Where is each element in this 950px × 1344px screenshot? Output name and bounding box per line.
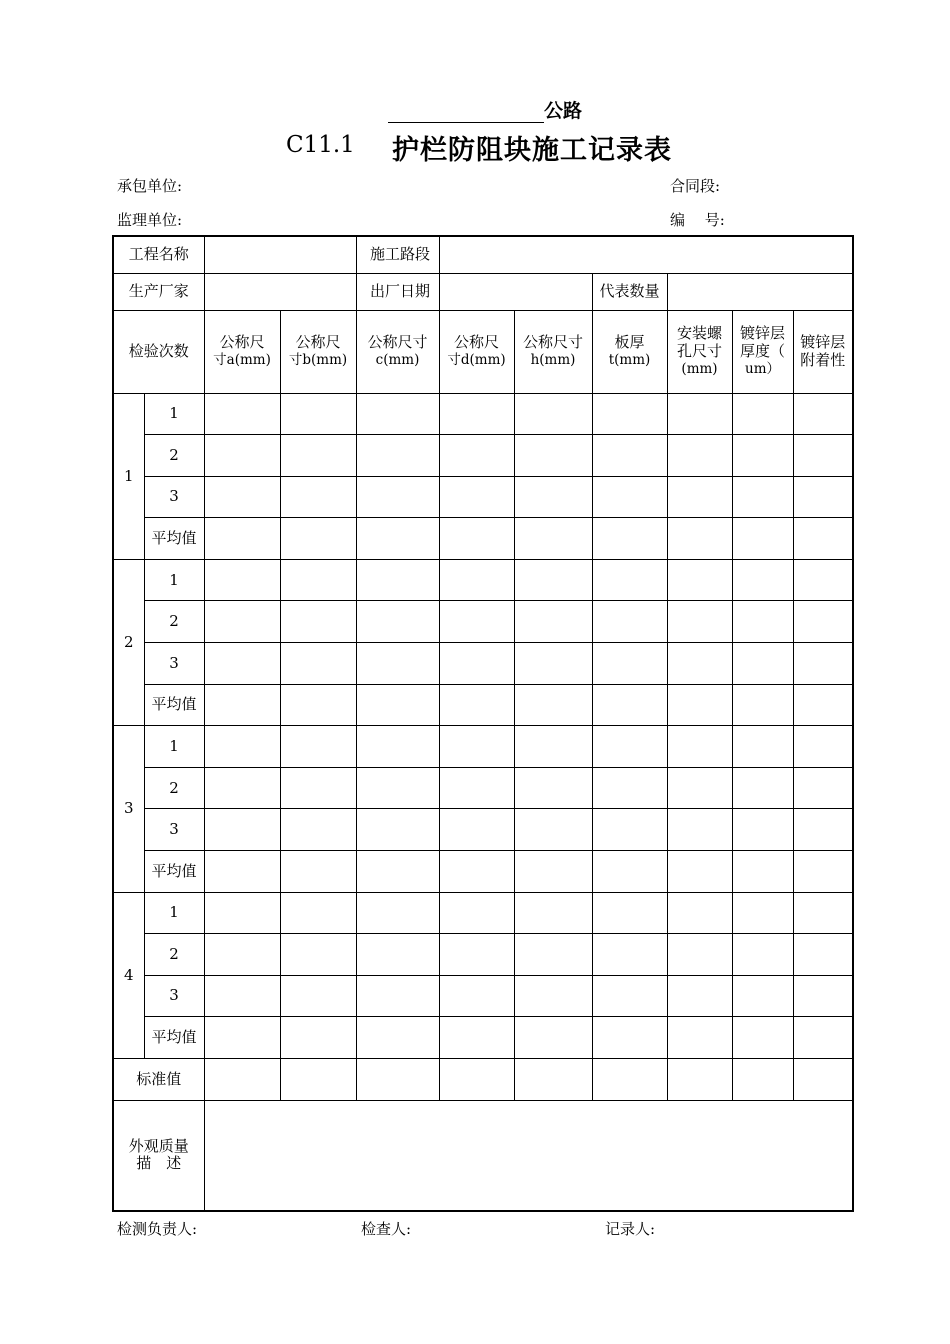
- group-label: 1: [113, 393, 144, 559]
- cell[interactable]: [667, 975, 732, 1017]
- cell[interactable]: [667, 435, 732, 477]
- cell[interactable]: [667, 809, 732, 851]
- inspection-lead-label: 检测负责人:: [117, 1220, 198, 1238]
- cell[interactable]: [280, 809, 356, 851]
- row-label: 3: [144, 643, 204, 685]
- cell[interactable]: [732, 559, 793, 601]
- cell[interactable]: [732, 643, 793, 685]
- cell[interactable]: [204, 767, 280, 809]
- page-title: 护栏防阻块施工记录表: [392, 135, 672, 166]
- cell[interactable]: [667, 726, 732, 768]
- group-label: 3: [113, 726, 144, 892]
- row-label: 2: [144, 934, 204, 976]
- cell[interactable]: [439, 393, 514, 435]
- cell[interactable]: [204, 726, 280, 768]
- cell[interactable]: [514, 559, 592, 601]
- group-label: 2: [113, 559, 144, 725]
- cell[interactable]: [439, 1059, 514, 1101]
- cell[interactable]: [514, 435, 592, 477]
- cell[interactable]: [514, 684, 592, 726]
- appearance-label: 外观质量 描 述: [113, 1101, 204, 1211]
- cell[interactable]: [514, 809, 592, 851]
- recorder-label: 记录人:: [605, 1220, 656, 1238]
- cell[interactable]: [280, 892, 356, 934]
- cell[interactable]: [667, 892, 732, 934]
- cell[interactable]: [732, 684, 793, 726]
- cell[interactable]: [514, 892, 592, 934]
- form-code: C11.1: [286, 132, 355, 158]
- cell[interactable]: [793, 518, 853, 560]
- cell[interactable]: [514, 1059, 592, 1101]
- cell[interactable]: [592, 892, 667, 934]
- cell[interactable]: [280, 851, 356, 893]
- cell[interactable]: [204, 809, 280, 851]
- cell[interactable]: [732, 726, 793, 768]
- row-label: 3: [144, 809, 204, 851]
- cell[interactable]: [204, 476, 280, 518]
- cell[interactable]: [356, 1059, 439, 1101]
- cell[interactable]: [592, 1017, 667, 1059]
- cell[interactable]: [514, 393, 592, 435]
- cell[interactable]: [592, 643, 667, 685]
- cell[interactable]: [592, 934, 667, 976]
- row-label: 2: [144, 435, 204, 477]
- project-name-field[interactable]: [204, 236, 356, 273]
- cell[interactable]: [514, 518, 592, 560]
- cell[interactable]: [592, 809, 667, 851]
- cell[interactable]: [592, 559, 667, 601]
- cell[interactable]: [204, 892, 280, 934]
- cell[interactable]: [356, 1017, 439, 1059]
- cell[interactable]: [667, 934, 732, 976]
- cell[interactable]: [732, 975, 793, 1017]
- row-label: 1: [144, 559, 204, 601]
- cell[interactable]: [280, 934, 356, 976]
- cell[interactable]: [793, 851, 853, 893]
- cell[interactable]: [356, 809, 439, 851]
- row-label: 平均值: [144, 518, 204, 560]
- cell[interactable]: [667, 476, 732, 518]
- cell[interactable]: [204, 851, 280, 893]
- cell[interactable]: [439, 601, 514, 643]
- project-name-label: 工程名称: [113, 236, 204, 273]
- cell[interactable]: [514, 476, 592, 518]
- cell[interactable]: [439, 975, 514, 1017]
- row-label: 2: [144, 601, 204, 643]
- row-label: 1: [144, 393, 204, 435]
- representative-qty-field[interactable]: [667, 273, 853, 310]
- cell[interactable]: [356, 601, 439, 643]
- cell[interactable]: [439, 1017, 514, 1059]
- cell[interactable]: [204, 393, 280, 435]
- cell[interactable]: [732, 1017, 793, 1059]
- cell[interactable]: [204, 1059, 280, 1101]
- cell[interactable]: [280, 726, 356, 768]
- cell[interactable]: [667, 518, 732, 560]
- cell[interactable]: [439, 559, 514, 601]
- cell[interactable]: [204, 601, 280, 643]
- representative-qty-label: 代表数量: [592, 273, 667, 310]
- col-header-d: 公称尺 寸d(mm): [439, 310, 514, 393]
- number-label: 编 号:: [670, 211, 725, 229]
- cell[interactable]: [356, 851, 439, 893]
- cell[interactable]: [592, 975, 667, 1017]
- cell[interactable]: [356, 767, 439, 809]
- cell[interactable]: [204, 934, 280, 976]
- cell[interactable]: [732, 809, 793, 851]
- cell[interactable]: [732, 934, 793, 976]
- cell[interactable]: [356, 435, 439, 477]
- cell[interactable]: [439, 892, 514, 934]
- cell[interactable]: [204, 435, 280, 477]
- cell[interactable]: [732, 601, 793, 643]
- cell[interactable]: [280, 476, 356, 518]
- cell[interactable]: [732, 767, 793, 809]
- col-header-bolt-hole: 安装螺 孔尺寸 (mm): [667, 310, 732, 393]
- cell[interactable]: [592, 851, 667, 893]
- construction-section-field[interactable]: [439, 236, 853, 273]
- cell[interactable]: [667, 684, 732, 726]
- cell[interactable]: [280, 1059, 356, 1101]
- row-label: 2: [144, 767, 204, 809]
- cell[interactable]: [204, 643, 280, 685]
- cell[interactable]: [439, 934, 514, 976]
- cell[interactable]: [514, 601, 592, 643]
- cell[interactable]: [592, 726, 667, 768]
- cell[interactable]: [356, 559, 439, 601]
- cell[interactable]: [592, 518, 667, 560]
- cell[interactable]: [439, 435, 514, 477]
- cell[interactable]: [280, 684, 356, 726]
- cell[interactable]: [356, 726, 439, 768]
- cell[interactable]: [280, 975, 356, 1017]
- cell[interactable]: [732, 851, 793, 893]
- cell[interactable]: [356, 476, 439, 518]
- cell[interactable]: [204, 1017, 280, 1059]
- cell[interactable]: [793, 892, 853, 934]
- cell[interactable]: [732, 518, 793, 560]
- row-label: 3: [144, 975, 204, 1017]
- cell[interactable]: [667, 601, 732, 643]
- manufacturer-field[interactable]: [204, 273, 356, 310]
- cell[interactable]: [793, 767, 853, 809]
- cell[interactable]: [793, 684, 853, 726]
- cell[interactable]: [667, 1017, 732, 1059]
- cell[interactable]: [356, 892, 439, 934]
- cell[interactable]: [439, 643, 514, 685]
- row-label: 平均值: [144, 684, 204, 726]
- inspection-count-label: 检验次数: [113, 310, 204, 393]
- cell[interactable]: [667, 643, 732, 685]
- row-label: 平均值: [144, 1017, 204, 1059]
- factory-date-field[interactable]: [439, 273, 592, 310]
- cell[interactable]: [592, 393, 667, 435]
- cell[interactable]: [514, 1017, 592, 1059]
- row-label: 1: [144, 892, 204, 934]
- cell[interactable]: [667, 559, 732, 601]
- cell[interactable]: [793, 643, 853, 685]
- cell[interactable]: [667, 1059, 732, 1101]
- cell[interactable]: [793, 393, 853, 435]
- cell[interactable]: [592, 767, 667, 809]
- cell[interactable]: [439, 851, 514, 893]
- cell[interactable]: [280, 559, 356, 601]
- cell[interactable]: [793, 934, 853, 976]
- cell[interactable]: [732, 476, 793, 518]
- row-label: 平均值: [144, 851, 204, 893]
- cell[interactable]: [280, 518, 356, 560]
- cell[interactable]: [439, 476, 514, 518]
- cell[interactable]: [204, 684, 280, 726]
- cell[interactable]: [204, 559, 280, 601]
- cell[interactable]: [667, 851, 732, 893]
- contract-section-label: 合同段:: [670, 177, 721, 195]
- record-table: [112, 235, 854, 1212]
- cell[interactable]: [356, 643, 439, 685]
- col-header-a: 公称尺 寸a(mm): [204, 310, 280, 393]
- cell[interactable]: [514, 934, 592, 976]
- cell[interactable]: [793, 559, 853, 601]
- cell[interactable]: [356, 684, 439, 726]
- factory-date-label: 出厂日期: [356, 273, 439, 310]
- cell[interactable]: [592, 435, 667, 477]
- col-header-h: 公称尺寸 h(mm): [514, 310, 592, 393]
- cell[interactable]: [732, 393, 793, 435]
- cell[interactable]: [514, 851, 592, 893]
- row-label: 1: [144, 726, 204, 768]
- group-label: 4: [113, 892, 144, 1058]
- standard-value-label: 标准值: [113, 1059, 204, 1101]
- col-header-t: 板厚 t(mm): [592, 310, 667, 393]
- col-header-c: 公称尺寸 c(mm): [356, 310, 439, 393]
- cell[interactable]: [732, 435, 793, 477]
- row-label: 3: [144, 476, 204, 518]
- appearance-description-field[interactable]: [204, 1101, 853, 1211]
- cell[interactable]: [732, 892, 793, 934]
- construction-section-label: 施工路段: [356, 236, 439, 273]
- cell[interactable]: [280, 1017, 356, 1059]
- cell[interactable]: [439, 726, 514, 768]
- col-header-b: 公称尺 寸b(mm): [280, 310, 356, 393]
- cell[interactable]: [667, 767, 732, 809]
- manufacturer-label: 生产厂家: [113, 273, 204, 310]
- cell[interactable]: [514, 726, 592, 768]
- checker-label: 检查人:: [361, 1220, 412, 1238]
- cell[interactable]: [592, 1059, 667, 1101]
- col-header-zinc-adhesion: 镀锌层 附着性: [793, 310, 853, 393]
- col-header-zinc-thickness: 镀锌层 厚度（ um）: [732, 310, 793, 393]
- cell[interactable]: [793, 726, 853, 768]
- cell[interactable]: [514, 975, 592, 1017]
- road-suffix: 公路: [544, 100, 583, 122]
- road-name-blank[interactable]: [388, 104, 544, 123]
- contractor-label: 承包单位:: [117, 177, 183, 195]
- cell[interactable]: [356, 518, 439, 560]
- road-name-heading: [388, 96, 582, 123]
- cell[interactable]: [280, 435, 356, 477]
- cell[interactable]: [793, 476, 853, 518]
- cell[interactable]: [280, 643, 356, 685]
- cell[interactable]: [204, 975, 280, 1017]
- cell[interactable]: [439, 684, 514, 726]
- cell[interactable]: [514, 643, 592, 685]
- cell[interactable]: [793, 809, 853, 851]
- cell[interactable]: [356, 393, 439, 435]
- cell[interactable]: [439, 767, 514, 809]
- cell[interactable]: [280, 601, 356, 643]
- cell[interactable]: [280, 767, 356, 809]
- cell[interactable]: [592, 684, 667, 726]
- cell[interactable]: [439, 518, 514, 560]
- cell[interactable]: [356, 934, 439, 976]
- cell[interactable]: [793, 975, 853, 1017]
- cell[interactable]: [667, 393, 732, 435]
- cell[interactable]: [204, 518, 280, 560]
- cell[interactable]: [793, 601, 853, 643]
- cell[interactable]: [592, 476, 667, 518]
- cell[interactable]: [280, 393, 356, 435]
- cell[interactable]: [439, 809, 514, 851]
- cell[interactable]: [793, 435, 853, 477]
- cell[interactable]: [732, 1059, 793, 1101]
- supervisor-label: 监理单位:: [117, 211, 183, 229]
- cell[interactable]: [514, 767, 592, 809]
- cell[interactable]: [793, 1059, 853, 1101]
- cell[interactable]: [592, 601, 667, 643]
- cell[interactable]: [356, 975, 439, 1017]
- cell[interactable]: [793, 1017, 853, 1059]
